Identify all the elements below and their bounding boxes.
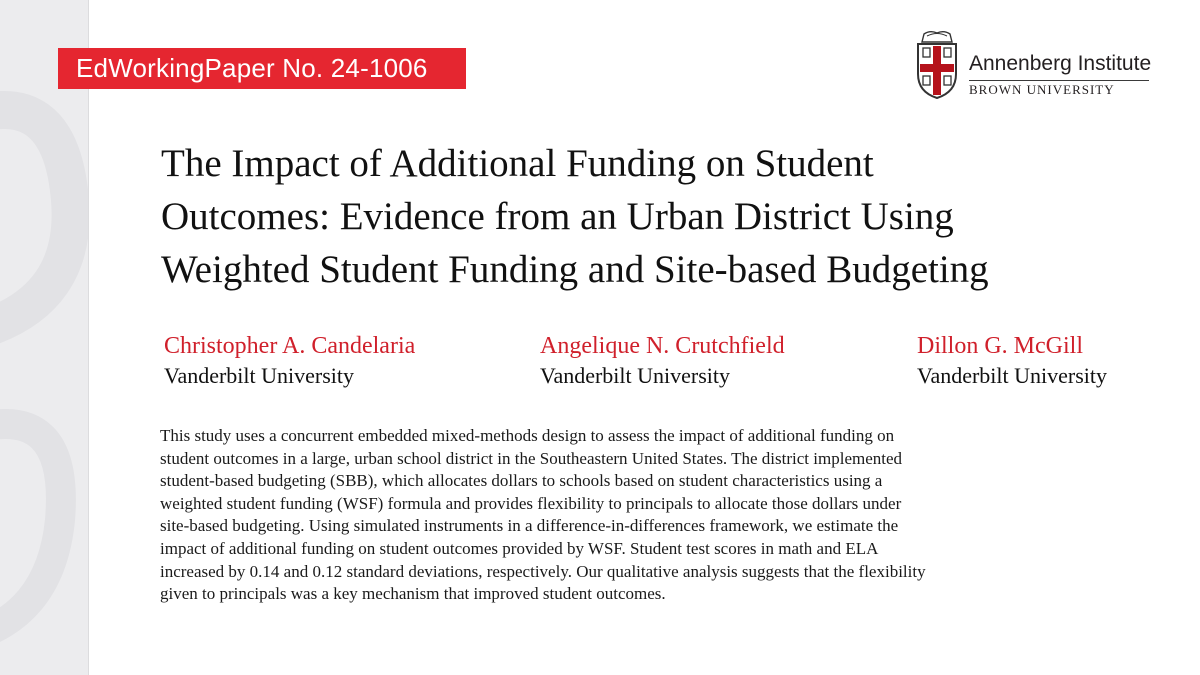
author-name: Angelique N. Crutchfield bbox=[540, 333, 785, 359]
title-line: Weighted Student Funding and Site-based Budgeting bbox=[161, 248, 989, 291]
abstract-line: given to principals was a key mechanism that improved student outcomes. bbox=[160, 584, 666, 604]
author-name: Christopher A. Candelaria bbox=[164, 333, 416, 359]
author-name: Dillon G. McGill bbox=[917, 333, 1083, 359]
abstract-line: This study uses a concurrent embedded mixed-methods design to assess the impact of additional funding on bbox=[160, 426, 895, 445]
abstract bbox=[160, 425, 1060, 606]
author-block bbox=[540, 331, 785, 391]
watermark-graphic bbox=[0, 0, 88, 675]
decorative-side-strip bbox=[0, 0, 89, 675]
institution-name: Annenberg Institute bbox=[969, 52, 1152, 75]
abstract-line: student-based budgeting (SBB), which allocates dollars to schools based on student characteristics using a bbox=[160, 471, 883, 491]
author-block bbox=[164, 331, 415, 391]
author-affiliation: Vanderbilt University bbox=[917, 363, 1108, 388]
author-affiliation: Vanderbilt University bbox=[540, 363, 731, 388]
author-block bbox=[917, 331, 1107, 391]
abstract-line: student outcomes in a large, urban school district in the Southeastern United States. The district implemented bbox=[160, 448, 903, 468]
abstract-line: weighted student funding (WSF) formula and provides flexibility to principals to allocate those dollars under bbox=[160, 493, 902, 513]
logo-divider bbox=[969, 80, 1149, 81]
author-affiliation: Vanderbilt University bbox=[164, 363, 355, 388]
working-paper-number-badge: EdWorkingPaper No. 24-1006 bbox=[58, 48, 466, 89]
brown-shield-icon bbox=[916, 30, 958, 100]
institution-logo bbox=[916, 30, 1166, 102]
university-name: BROWN UNIVERSITY bbox=[969, 82, 1115, 97]
title-line: Outcomes: Evidence from an Urban District Using bbox=[161, 195, 954, 238]
abstract-line: impact of additional funding on student outcomes provided by WSF. Student test scores in math and ELA bbox=[160, 538, 879, 558]
abstract-line: increased by 0.14 and 0.12 standard deviations, respectively. Our qualitative analysis suggests that the flexibility bbox=[160, 561, 926, 581]
paper-title bbox=[161, 137, 1121, 296]
abstract-line: site-based budgeting. Using simulated instruments in a difference-in-differences framework, we estimate the bbox=[160, 516, 899, 536]
title-line: The Impact of Additional Funding on Student bbox=[161, 142, 874, 185]
